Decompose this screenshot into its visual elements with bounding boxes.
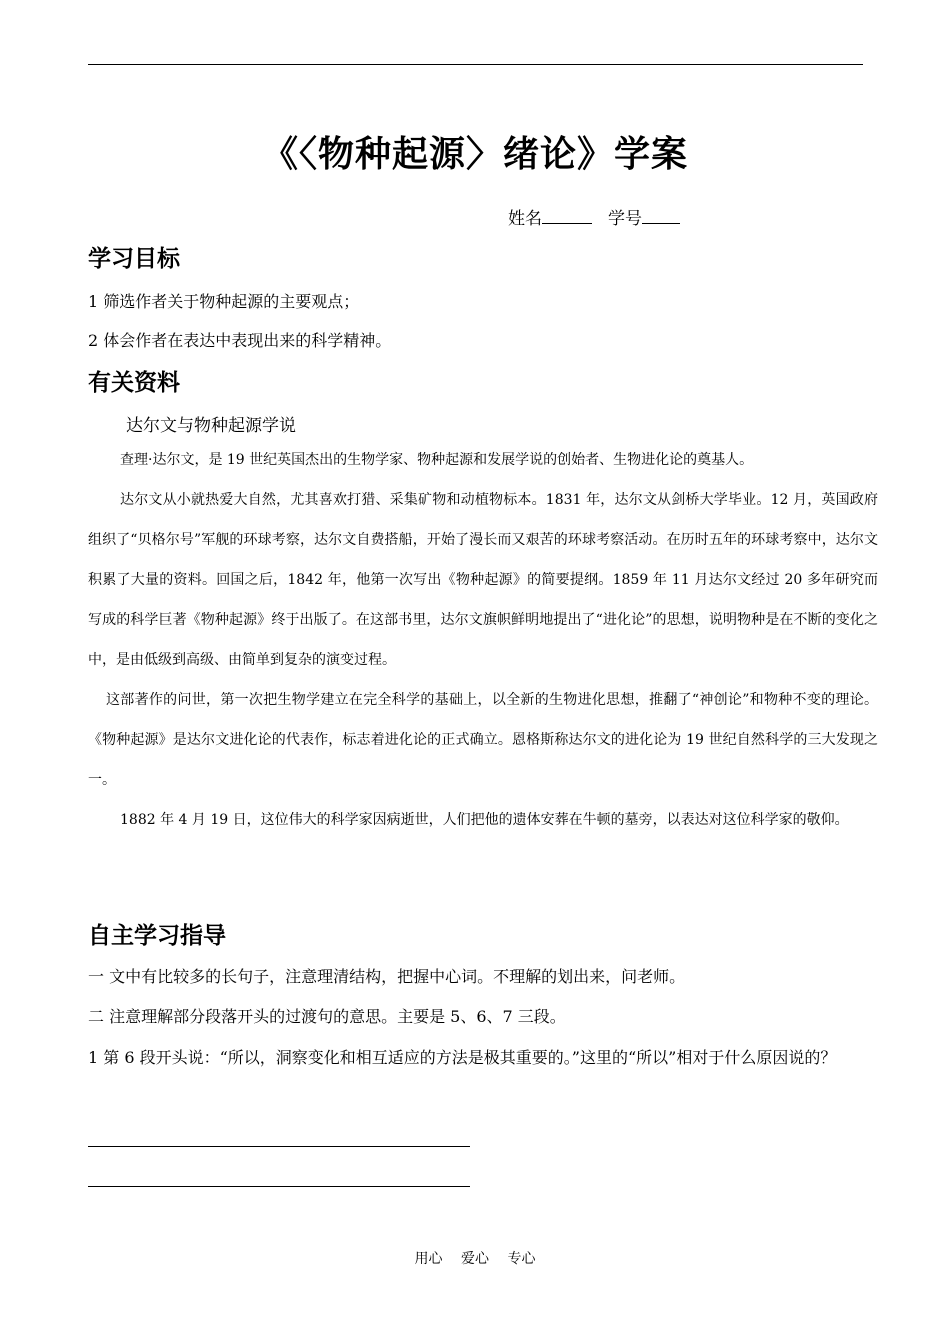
header-rule bbox=[88, 64, 863, 65]
goal-item: 1 筛选作者关于物种起源的主要观点； bbox=[88, 292, 360, 311]
guidance-question: 1 第 6 段开头说：“所以，洞察变化和相互适应的方法是极其重要的。”这里的“所以”相对于什么原因说的？ bbox=[88, 1048, 837, 1067]
document-title: 《〈物种起源〉绪论》学案 bbox=[261, 134, 688, 175]
materials-heading: 有关资料 bbox=[88, 370, 180, 396]
student-id-blank bbox=[642, 207, 680, 224]
answer-line[interactable] bbox=[88, 1186, 470, 1187]
paragraph-biography: 达尔文从小就热爱大自然，尤其喜欢打猎、采集矿物和动植物标本。1831 年，达尔文从剑桥大学毕业。12 月，英国政府组织了“贝格尔号”军舰的环球考察，达尔文自费搭船，开始了漫长而又艰苦的环球考察活动。在历时五年的环球考察中，达尔文积累了大量的资料。回国之后，1842 年，他第一次写出《物种起源》的简要提纲。1859 年 11 月达尔文经过 20 多年研究而写成的科学巨著《物种起源》终于出版了。在这部书里，达尔文旗帜鲜明地提出了“进化论”的思想，说明物种是在不断的变化之中，是由低级到高级、由简单到复杂的演变过程。 bbox=[88, 492, 878, 668]
page-footer: 用心 爱心 专心 bbox=[414, 1251, 536, 1267]
paragraph-intro: 查理·达尔文，是 19 世纪英国杰出的生物学家、物种起源和发展学说的创始者、生物进化论的奠基人。 bbox=[120, 452, 754, 468]
student-info-row bbox=[508, 204, 680, 229]
paragraph-significance: 这部著作的问世，第一次把生物学建立在完全科学的基础上，以全新的生物进化思想，推翻了“神创论”和物种不变的理论。《物种起源》是达尔文进化论的代表作，标志着进化论的正式确立。恩格斯称达尔文的进化论为 19 世纪自然科学的三大发现之一。 bbox=[88, 692, 878, 788]
guidance-heading: 自主学习指导 bbox=[88, 923, 226, 949]
guidance-item: 一 文中有比较多的长句子，注意理清结构，把握中心词。不理解的划出来，问老师。 bbox=[88, 967, 686, 986]
guidance-item: 二 注意理解部分段落开头的过渡句的意思。主要是 5、6、7 三段。 bbox=[88, 1007, 566, 1026]
answer-line[interactable] bbox=[88, 1146, 470, 1147]
goals-heading: 学习目标 bbox=[88, 246, 180, 272]
materials-body bbox=[88, 440, 878, 840]
materials-subtitle: 达尔文与物种起源学说 bbox=[126, 416, 296, 436]
name-blank bbox=[542, 207, 592, 224]
student-id-label: 学号 bbox=[608, 209, 642, 229]
paragraph-death: 1882 年 4 月 19 日，这位伟大的科学家因病逝世，人们把他的遗体安葬在牛顿的墓旁，以表达对这位科学家的敬仰。 bbox=[120, 812, 849, 828]
name-label: 姓名 bbox=[508, 209, 542, 229]
goal-item: 2 体会作者在表达中表现出来的科学精神。 bbox=[88, 331, 392, 350]
